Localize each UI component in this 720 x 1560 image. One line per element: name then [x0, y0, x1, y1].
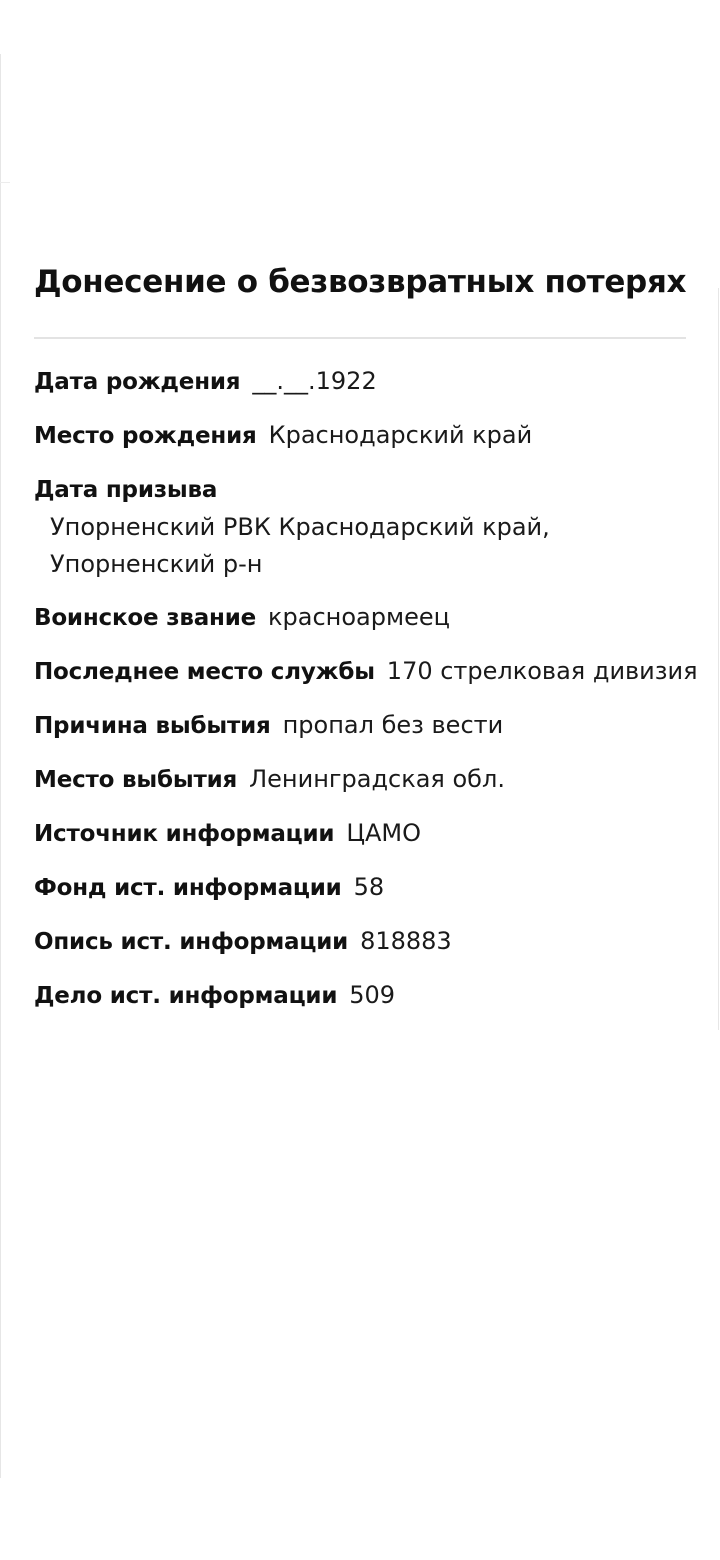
field-last-service: [34, 653, 698, 691]
field-label: Место рождения: [34, 423, 257, 449]
field-value: __.__.1922: [252, 367, 377, 395]
field-label: Последнее место службы: [34, 659, 375, 685]
field-reason: [34, 707, 686, 745]
field-label: Дата рождения: [34, 369, 241, 395]
field-label: Источник информации: [34, 821, 335, 847]
field-value: Упорненский РВК Краснодарский край, Упорненский р-н: [50, 513, 550, 578]
field-value: Краснодарский край: [268, 421, 533, 449]
title-divider: [34, 337, 686, 339]
frame-edge-tick: [0, 182, 10, 183]
field-label: Фонд ист. информации: [34, 875, 342, 901]
field-rank: [34, 599, 686, 637]
frame-edge-left: [0, 54, 1, 1478]
field-value: 170 стрелковая дивизия: [386, 657, 698, 685]
field-value: 58: [353, 873, 385, 901]
field-value: пропал без вести: [282, 711, 504, 739]
field-label: Дата призыва: [34, 477, 218, 503]
field-source: [34, 815, 686, 853]
field-value: 509: [349, 981, 396, 1009]
field-label: Опись ист. информации: [34, 929, 349, 955]
field-label: Место выбытия: [34, 767, 238, 793]
record-card: [34, 254, 698, 1031]
record-title: Донесение о безвозвратных потерях: [34, 264, 687, 300]
field-value: 818883: [360, 927, 452, 955]
field-birth-date: [34, 363, 686, 401]
frame-edge-right: [718, 288, 719, 1030]
field-inventory: [34, 923, 686, 961]
field-loss-place: [34, 761, 686, 799]
field-value: ЦАМО: [346, 819, 421, 847]
field-birth-place: [34, 417, 686, 455]
field-value: красноармеец: [268, 603, 450, 631]
field-value: Ленинградская обл.: [249, 765, 505, 793]
field-case: [34, 977, 686, 1015]
field-label: Воинское звание: [34, 605, 257, 631]
field-fond: [34, 869, 686, 907]
field-label: Причина выбытия: [34, 713, 271, 739]
field-label: Дело ист. информации: [34, 983, 338, 1009]
field-conscription: [34, 471, 686, 583]
